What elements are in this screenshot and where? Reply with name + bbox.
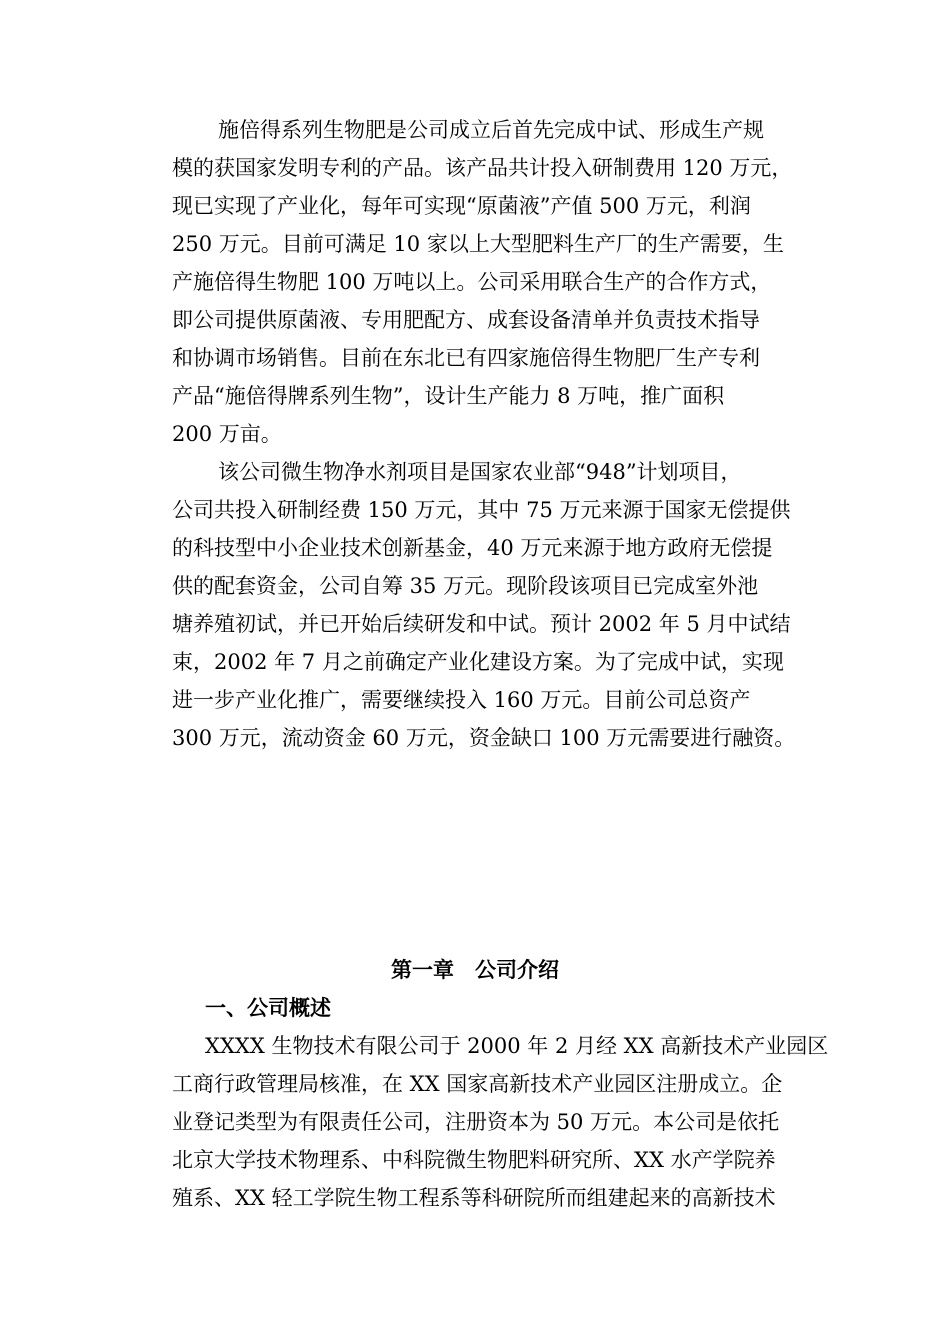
paragraph-2-line-3: 的科技型中小企业技术创新基金，40 万元来源于地方政府无偿提 (172, 536, 773, 560)
paragraph-1-line-3: 现已实现了产业化，每年可实现“原菌液”产值 500 万元，利润 (172, 194, 751, 218)
paragraph-2-line-7: 进一步产业化推广，需要继续投入 160 万元。目前公司总资产 (172, 688, 751, 712)
paragraph-1-line-4: 250 万元。目前可满足 10 家以上大型肥料生产厂的生产需要，生 (172, 232, 784, 256)
paragraph-3-line-4: 北京大学技术物理系、中科院微生物肥料研究所、XX 水产学院养 (172, 1148, 776, 1172)
paragraph-1-line-1: 施倍得系列生物肥是公司成立后首先完成中试、形成生产规 (218, 118, 764, 142)
paragraph-1-line-5: 产施倍得生物肥 100 万吨以上。公司采用联合生产的合作方式， (172, 270, 772, 294)
paragraph-2-line-2: 公司共投入研制经费 150 万元，其中 75 万元来源于国家无偿提供 (172, 498, 791, 522)
paragraph-2-line-4: 供的配套资金，公司自筹 35 万元。现阶段该项目已完成室外池 (172, 574, 759, 598)
chapter-title: 第一章 公司介绍 (391, 957, 559, 982)
paragraph-3-line-1: XXXX 生物技术有限公司于 2000 年 2 月经 XX 高新技术产业园区 (205, 1034, 829, 1058)
paragraph-3-line-3: 业登记类型为有限责任公司，注册资本为 50 万元。本公司是依托 (172, 1110, 780, 1134)
paragraph-1-line-9: 200 万亩。 (172, 422, 282, 446)
paragraph-1-line-8: 产品“施倍得牌系列生物”，设计生产能力 8 万吨，推广面积 (172, 384, 725, 408)
paragraph-2-line-1: 该公司微生物净水剂项目是国家农业部“948”计划项目， (218, 460, 742, 484)
paragraph-3-line-5: 殖系、XX 轻工学院生物工程系等科研院所而组建起来的高新技术 (172, 1186, 776, 1210)
paragraph-2-line-5: 塘养殖初试，并已开始后续研发和中试。预计 2002 年 5 月中试结 (172, 612, 791, 636)
paragraph-2-line-6: 束，2002 年 7 月之前确定产业化建设方案。为了完成中试，实现 (172, 650, 784, 674)
paragraph-1-line-6: 即公司提供原菌液、专用肥配方、成套设备清单并负责技术指导 (172, 308, 760, 332)
paragraph-1-line-2: 模的获国家发明专利的产品。该产品共计投入研制费用 120 万元， (172, 156, 793, 180)
section-title: 一、公司概述 (205, 995, 331, 1020)
paragraph-1-line-7: 和协调市场销售。目前在东北已有四家施倍得生物肥厂生产专利 (172, 346, 760, 370)
paragraph-3-line-2: 工商行政管理局核准，在 XX 国家高新技术产业园区注册成立。企 (172, 1072, 783, 1096)
paragraph-2-line-8: 300 万元，流动资金 60 万元，资金缺口 100 万元需要进行融资。 (172, 726, 796, 750)
